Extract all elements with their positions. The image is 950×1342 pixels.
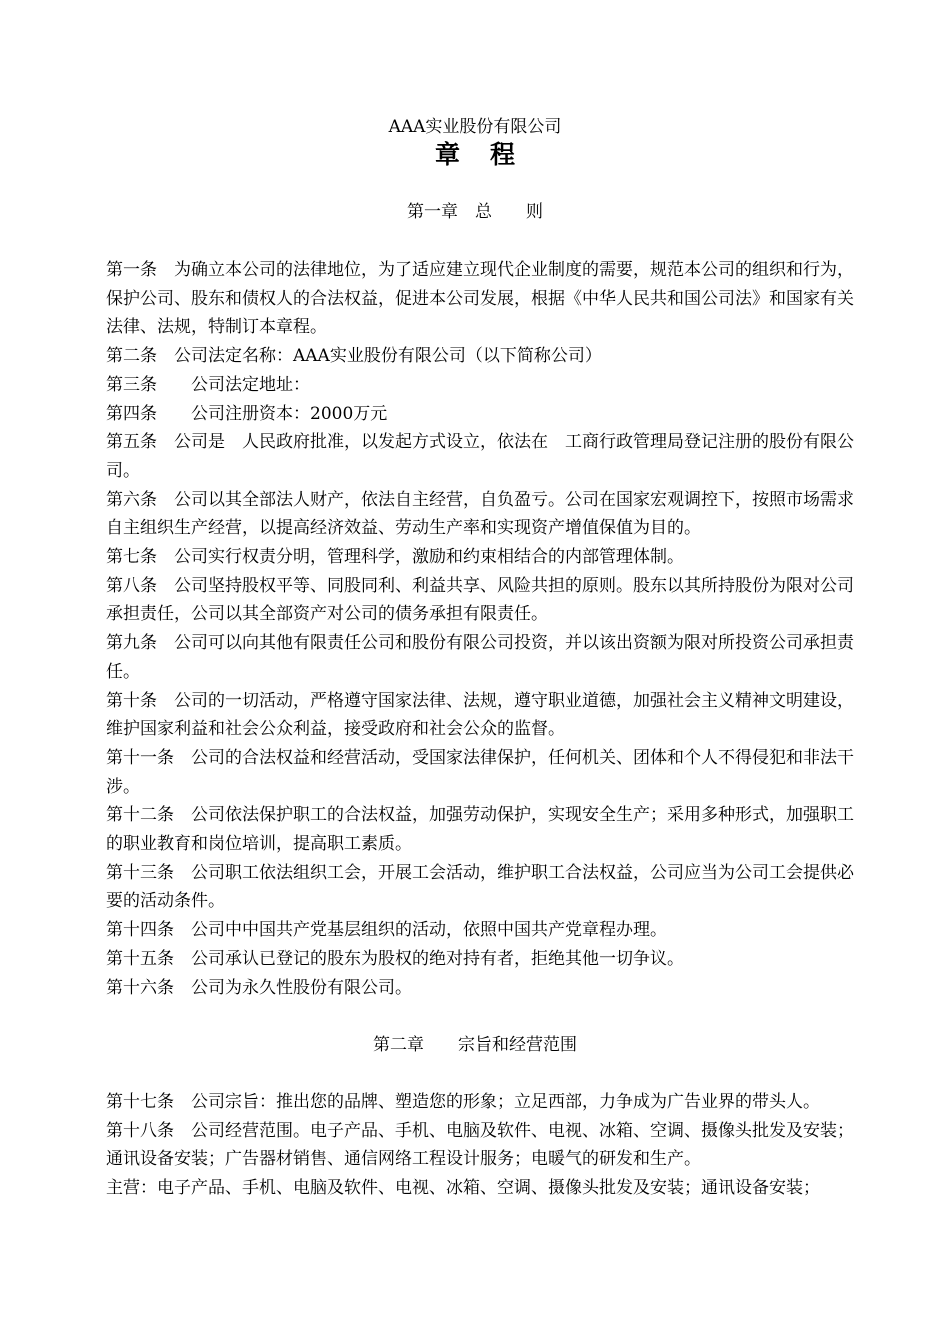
article-3: 第三条 公司法定地址：	[106, 374, 310, 395]
article-14: 第十四条 公司中中国共产党基层组织的活动，依照中国共产党章程办理。	[106, 920, 667, 941]
main-business: 主营：电子产品、手机、电脑及软件、电视、冰箱、空调、摄像头批发及安装；通讯设备安装；	[106, 1178, 820, 1199]
article-4: 第四条 公司注册资本：2000万元	[106, 403, 388, 424]
article-5: 第五条 公司是 人民政府批准，以发起方式设立，依法在 工商行政管理局登记注册的股份有限公司。	[106, 432, 854, 481]
document-title: 章程	[434, 140, 545, 169]
chapter-2-heading: 第二章 宗旨和经营范围	[373, 1035, 577, 1055]
article-10: 第十条 公司的一切活动，严格遵守国家法律、法规，遵守职业道德，加强社会主义精神文明建设，维护国家利益和社会公众利益，接受政府和社会公众的监督。	[106, 690, 854, 740]
article-2: 第二条 公司法定名称：AAA实业股份有限公司（以下简称公司）	[106, 346, 602, 367]
article-7: 第七条 公司实行权责分明，管理科学，激励和约束相结合的内部管理体制。	[106, 547, 684, 568]
article-9: 第九条 公司可以向其他有限责任公司和股份有限公司投资，并以该出资额为限对所投资公司承担责任。	[106, 633, 854, 682]
chapter-1-heading: 第一章 总 则	[407, 202, 543, 222]
article-11: 第十一条 公司的合法权益和经营活动，受国家法律保护，任何机关、团体和个人不得侵犯和非法干涉。	[106, 747, 854, 797]
article-1: 第一条 为确立本公司的法律地位，为了适应建立现代企业制度的需要，规范本公司的组织和行为，保护公司、股东和债权人的合法权益，促进本公司发展，根据《中华人民共和国公司法》和国家有关法律、法规，特制订本章程。	[106, 260, 854, 338]
article-8: 第八条 公司坚持股权平等、同股同利、利益共享、风险共担的原则。股东以其所持股份为限对公司承担责任，公司以其全部资产对公司的债务承担有限责任。	[106, 575, 854, 625]
chapter-1-body	[106, 256, 854, 1002]
article-15: 第十五条 公司承认已登记的股东为股权的绝对持有者，拒绝其他一切争议。	[106, 948, 684, 969]
article-18: 第十八条 公司经营范围。电子产品、手机、电脑及软件、电视、冰箱、空调、摄像头批发及安装；通讯设备安装；广告器材销售、通信网络工程设计服务；电暖气的研发和生产。	[106, 1120, 854, 1170]
article-17: 第十七条 公司宗旨：推出您的品牌、塑造您的形象；立足西部，力争成为广告业界的带头人。	[106, 1092, 820, 1112]
chapter-2-body	[106, 1088, 854, 1203]
article-16: 第十六条 公司为永久性股份有限公司。	[106, 977, 412, 998]
article-6: 第六条 公司以其全部法人财产，依法自主经营，自负盈亏。公司在国家宏观调控下，按照市场需求自主组织生产经营，以提高经济效益、劳动生产率和实现资产增值保值为目的。	[106, 489, 854, 539]
article-13: 第十三条 公司职工依法组织工会，开展工会活动，维护职工合法权益，公司应当为公司工会提供必要的活动条件。	[106, 862, 854, 912]
article-12: 第十二条 公司依法保护职工的合法权益，加强劳动保护，实现安全生产；采用多种形式，加强职工的职业教育和岗位培训，提高职工素质。	[106, 805, 854, 855]
company-name: AAA实业股份有限公司	[388, 117, 562, 137]
